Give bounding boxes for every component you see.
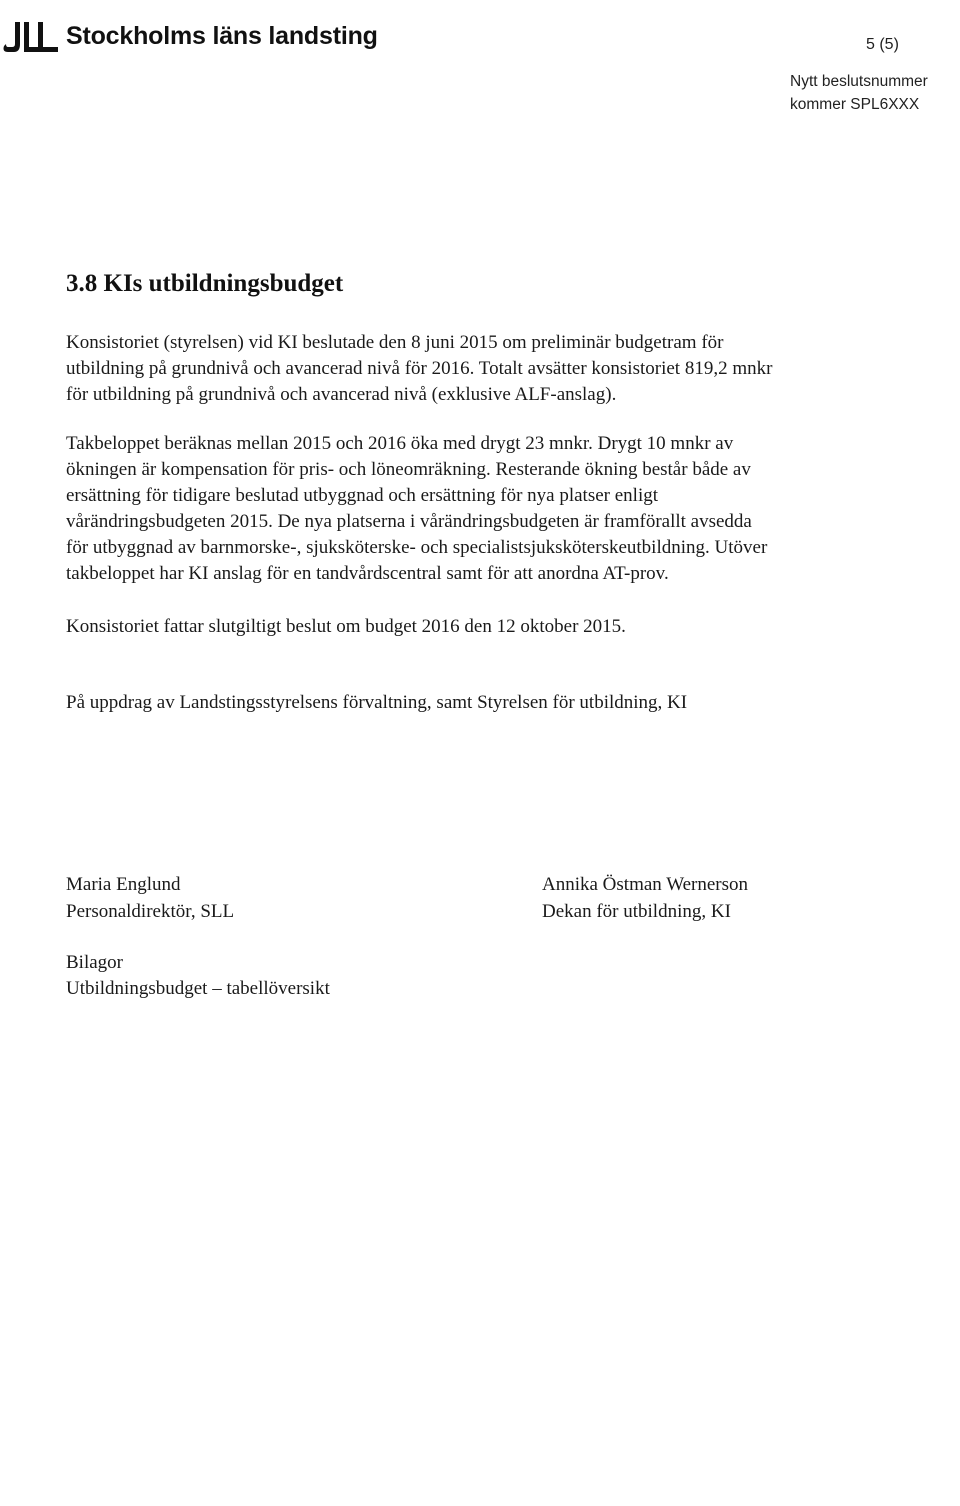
paragraph: [66, 614, 900, 640]
signatory-title: Dekan för utbildning, KI: [542, 901, 731, 922]
text-line: Konsistoriet (styrelsen) vid KI beslutade den 8 juni 2015 om preliminär budgetram för: [66, 332, 724, 353]
signature-block: [66, 871, 234, 925]
sll-logo-icon: [0, 20, 60, 54]
attachment-item: Utbildningsbudget – tabellöversikt: [66, 978, 330, 999]
signatory-title: Personaldirektör, SLL: [66, 901, 235, 922]
paragraph: [66, 431, 900, 587]
paragraph: [66, 690, 900, 716]
text-line: för utbildning på grundnivå och avancerad nivå (exklusive ALF-anslag).: [66, 384, 617, 405]
text-line: ersättning för tidigare beslutad utbyggnad och ersättning för nya platser enligt: [66, 485, 658, 506]
text-line: för utbyggnad av barnmorske-, sjuksköterske- och specialistsjuksköterskeutbildning. Utöver: [66, 537, 768, 558]
page-number: 5 (5): [866, 36, 899, 53]
signatory-name: Annika Östman Wernerson: [542, 874, 749, 895]
text-line: utbildning på grundnivå och avancerad nivå för 2016. Totalt avsätter konsistoriet 819,2 mnkr: [66, 358, 773, 379]
text-line: Konsistoriet fattar slutgiltigt beslut om budget 2016 den 12 oktober 2015.: [66, 616, 626, 637]
signatory-name: Maria Englund: [66, 874, 181, 895]
paragraph: [66, 330, 900, 408]
text-line: vårändringsbudgeten 2015. De nya platserna i vårändringsbudgeten är framförallt avsedda: [66, 511, 752, 532]
text-line: På uppdrag av Landstingsstyrelsens förvaltning, samt Styrelsen för utbildning, KI: [66, 692, 688, 713]
text-line: takbeloppet har KI anslag för en tandvårdscentral samt för att anordna AT-prov.: [66, 563, 669, 584]
reference-note: [790, 70, 960, 116]
section-heading: 3.8 KIs utbildningsbudget: [66, 270, 344, 297]
attachments-heading: Bilagor: [66, 952, 123, 973]
reference-line: kommer SPL6XXX: [790, 96, 920, 113]
text-line: ökningen är kompensation för pris- och löneomräkning. Resterande ökning består både av: [66, 459, 751, 480]
org-name: Stockholms läns landsting: [66, 22, 378, 50]
attachments: [66, 950, 330, 1002]
signature-block: [542, 871, 748, 925]
reference-line: Nytt beslutsnummer: [790, 73, 928, 90]
text-line: Takbeloppet beräknas mellan 2015 och 2016 öka med drygt 23 mnkr. Drygt 10 mnkr av: [66, 433, 734, 454]
